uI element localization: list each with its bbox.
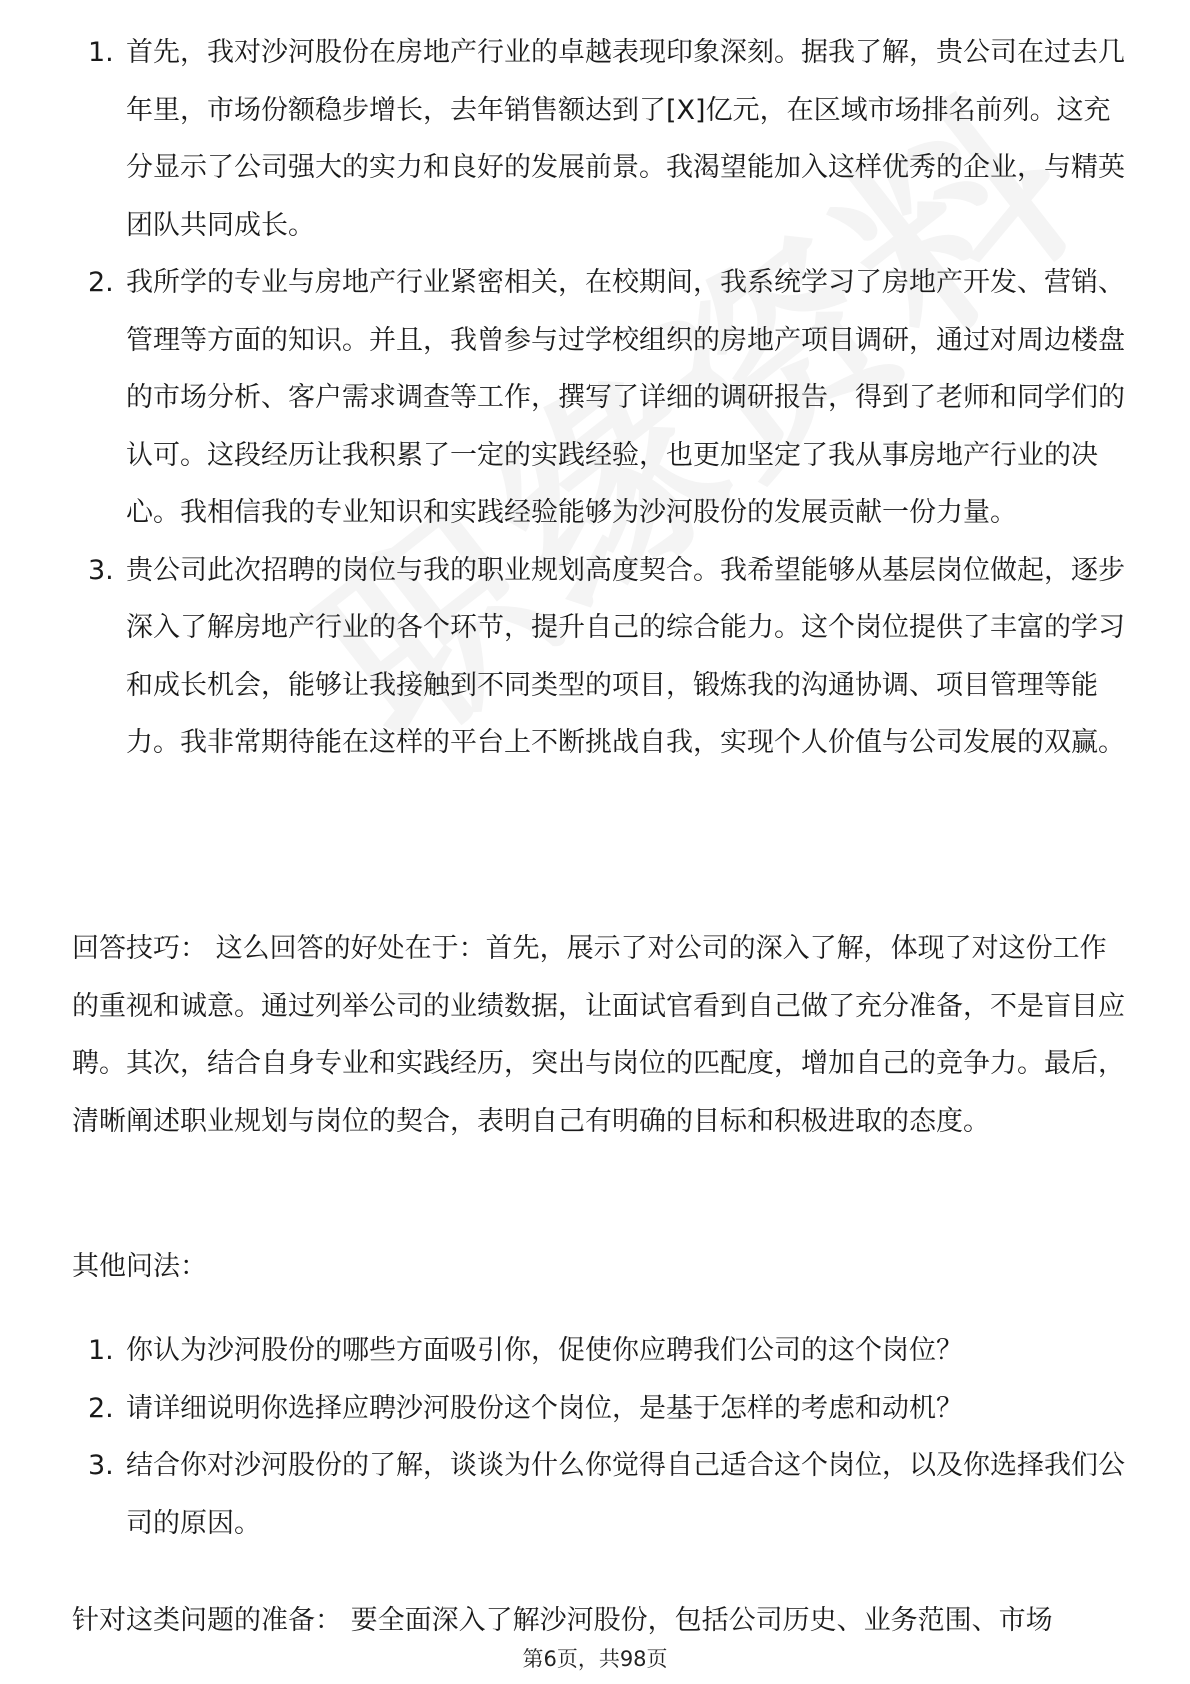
list-item: [72, 1380, 1132, 1438]
list-item: [72, 24, 1132, 254]
answer-tip-paragraph: 回答技巧： 这么回答的好处在于：首先，展示了对公司的深入了解，体现了对这份工作的重视和诚意。通过列举公司的业绩数据，让面试官看到自己做了充分准备，不是盲目应聘。其次，结合自身专业和实践经历，突出与岗位的匹配度，增加自己的竞争力。最后，清晰阐述职业规划与岗位的契合，表明自己有明确的目标和积极进取的态度。: [72, 933, 1125, 1137]
answer-list: [72, 24, 1132, 772]
list-item: [72, 254, 1132, 542]
list-item-text: 结合你对沙河股份的了解，谈谈为什么你觉得自己适合这个岗位，以及你选择我们公司的原因。: [126, 1450, 1125, 1539]
list-item-text: 我所学的专业与房地产行业紧密相关，在校期间，我系统学习了房地产开发、营销、管理等方面的知识。并且，我曾参与过学校组织的房地产项目调研，通过对周边楼盘的市场分析、客户需求调查等工作，撰写了详细的调研报告，得到了老师和同学们的认可。这段经历让我积累了一定的实践经验，也更加坚定了我从事房地产行业的决心。我相信我的专业知识和实践经验能够为沙河股份的发展贡献一份力量。: [126, 267, 1125, 528]
other-questions-list: [72, 1322, 1132, 1552]
list-item: [72, 1437, 1132, 1552]
list-item-number: 1.: [88, 1335, 114, 1366]
list-item-number: 1.: [88, 37, 114, 68]
list-item-number: 2.: [88, 267, 114, 298]
list-item-number: 2.: [88, 1392, 114, 1424]
list-item-text: 你认为沙河股份的哪些方面吸引你，促使你应聘我们公司的这个岗位？: [126, 1335, 963, 1366]
list-item-text: 首先，我对沙河股份在房地产行业的卓越表现印象深刻。据我了解，贵公司在过去几年里，市场份额稳步增长，去年销售额达到了[X]亿元，在区域市场排名前列。这充分显示了公司强大的实力和良好的发展前景。我渴望能加入这样优秀的企业，与精英团队共同成长。: [126, 37, 1125, 241]
list-item-number: 3.: [88, 1450, 114, 1481]
preparation-paragraph: 针对这类问题的准备： 要全面深入了解沙河股份，包括公司历史、业务范围、市场: [72, 1605, 1053, 1636]
list-item: [72, 542, 1132, 772]
other-questions-heading: 其他问法：: [72, 1251, 207, 1282]
page-number-footer: 第6页，共98页: [522, 1647, 668, 1671]
list-item-text: 请详细说明你选择应聘沙河股份这个岗位，是基于怎样的考虑和动机？: [126, 1392, 963, 1424]
list-item: [72, 1322, 1132, 1380]
list-item-number: 3.: [88, 554, 114, 586]
list-item-text: 贵公司此次招聘的岗位与我的职业规划高度契合。我希望能够从基层岗位做起，逐步深入了解房地产行业的各个环节，提升自己的综合能力。这个岗位提供了丰富的学习和成长机会，能够让我接触到不同类型的项目，锻炼我的沟通协调、项目管理等能力。我非常期待能在这样的平台上不断挑战自我，实现个人价值与公司发展的双赢。: [126, 554, 1125, 758]
